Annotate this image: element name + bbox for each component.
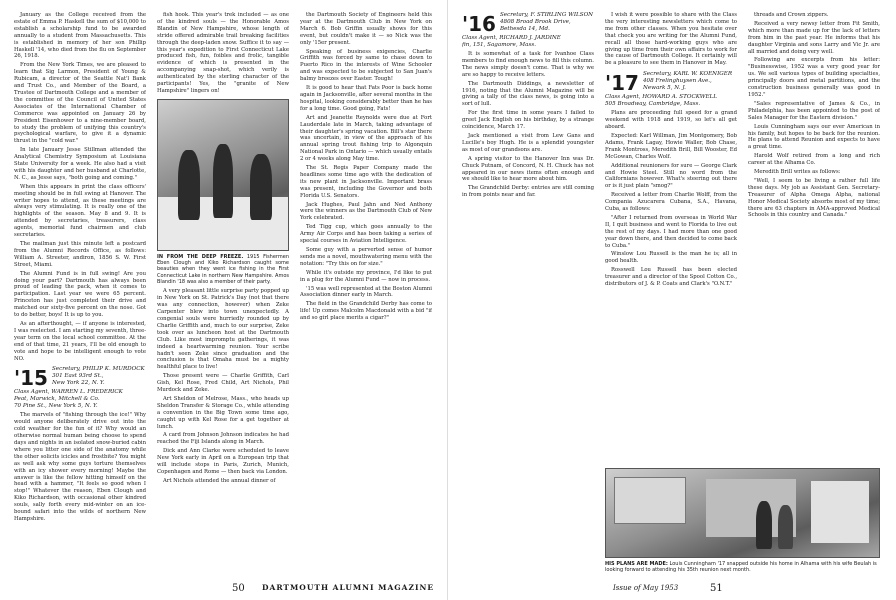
class-agent	[462, 35, 594, 49]
paragraph: A card from Johnson Johnson indicates he had reached the Fiji Islands along in March.	[157, 432, 289, 446]
ice-fishing-photo	[157, 99, 289, 251]
agent-line: Class Agent, WARREN L. FREDERICK	[14, 389, 123, 396]
paragraph: threads and Crown zippers.	[754, 12, 829, 18]
cunningham-photo-block	[605, 468, 880, 574]
paragraph: In late January Jesse Stillman attended the Analytical Chemistry Symposium at Louisiana State University for a week. He also had a visit with his daughter and her husband at Charlotte, N. C., as Jesse says, "both going and coming."	[14, 147, 146, 181]
agent-address: 70 Pine St., New York 5, N. Y.	[14, 403, 98, 410]
address-line: Bethesda 14, Md.	[499, 26, 550, 32]
paragraph: January as the College received from the estate of Emma P. Haskell the sum of $10,000 to establish a scholarship fund to be awarded annually to a student from Massachusetts. This is established in memory of her son Phillip Haskell '14, who died from the flu on September 26, 1918.	[14, 12, 146, 60]
paragraph: For the first time in some years I failed to greet Jack English on his birthday, by a strange coincidence, March 17.	[462, 110, 594, 131]
paragraph: While it's outside my province, I'd like to put in a plug for the Alumni Fund — now in process.	[300, 269, 432, 283]
paragraph: Art and Jeanette Reynolds were due at Fort Lauderdale late in March, taking advantage of their daughter's spring vacation. Bill's star there was uncertain, in view of the approach of his annual spring trout fishing trip to Algonquin National Park in Ontario — which usually entails 2 or 4 weeks along May time.	[300, 114, 432, 163]
paragraph: Dick and Ann Clarke were scheduled to leave New York early in April on a European trip that will include stops in Paris, Zurich, Munich, Copenhagen and Rome — then back via London.	[157, 448, 289, 476]
paragraph: "After I returned from overseas in World War II, I quit business and went to Florida to live out the rest of my days. I had more than one good year down there, and then decided to come back to Cuba."	[605, 214, 737, 249]
paragraph: A very pleasant little surprise party popped up in New York on St. Patrick's Day (not that there was any connection, however) when Zeke Carpenter blew into town unexpectedly. A congenial souls were hurriedly rounded up by Charlie Griffith and, much to our surprise, Zeke took over as luncheon host at the Dartmouth Club. Like most impromptu gatherings, it was indeed a heartwarming reunion. Your scribe hadn't seen Zeke since graduation and the conclusion is that Omaha must be a mighty healthful place to live!	[157, 288, 289, 371]
paragraph: Additional reunioners for sure — George Clark and Howie Steel. Still no word from the Californians however. What's steering out there or is it just plain "smog?"	[605, 162, 737, 190]
paragraph: Some guy with a perverted sense of humor sends me a novel, mouthwatering menu with the notation: "Try this on for size."	[300, 247, 432, 267]
agent-line: Class Agent, HOWARD A. STOCKWELL	[605, 94, 717, 101]
agent-address: fin, 151, Sagamore, Mass.	[462, 42, 536, 48]
page-number: 50	[232, 583, 245, 594]
photo-caption: HIS PLANS ARE MADE: Louis Cunningham '17 snapped outside his home in Alhama with his wife Beulah is looking forward to attending his 35th reunion next month.	[605, 561, 877, 574]
class-agent	[605, 94, 737, 108]
secretary-line: Secretary, KARL W. KOENIGER	[642, 71, 733, 78]
paragraph: It is somewhat of a task for Ivanhoe Class members to find enough news to fill this column. The news simply doesn't come. That is why we are so happy to receive letters.	[462, 51, 594, 78]
paragraph: The St. Regis Paper Company made the headlines some time ago with the dedication of its new plant in Jacksonville. Important brass was present, including the Governor and both Florida U.S. Senators.	[300, 165, 432, 199]
secretary-line: Secretary, F. STIRLING WILSON	[499, 12, 594, 18]
paragraph: Ted Tigg cup, which goes annually to the Army Air Corps and has been taking a series of special courses in Aviation Intelligence.	[300, 224, 432, 245]
paragraph: I wish it were possible to share with the Class the very interesting newsletters which come to me from other classes. When you hesitate over that check you are writing for the Alumni Fund, recall all those hard-working guys who are giving up time from their own affairs to work for the cause of Dartmouth College. It certainly will be a pleasure to see them in Hanover in May.	[605, 12, 737, 67]
paragraph: Received a very newsy letter from Fit Smith, which more than made up for the lack of letters from him in the past year. He informs that his daughter Virginia and sons Larry and Vic Jr. are all married and doing very well.	[748, 20, 880, 55]
class-year: '16	[462, 12, 496, 36]
paragraph: Rosswell Lou Russell has been elected treasurer and a director of the Spool Cotton Co., distributors of J. & P. Coats and Clark's "O.N.T."	[605, 267, 737, 288]
paragraph: It is good to hear that Fats Poor is back home again in Jacksonville, after several months in the hospital, looking considerably better than he has for a long time. Good going, Fats!	[300, 85, 432, 112]
paragraph: Harold Wolf retired from a long and rich career at the Alhama Co.	[748, 153, 880, 167]
paragraph: "Sales representative of James & Co., in Philadelphia, has been appointed to the post of Sales Manager for the Eastern division."	[748, 100, 880, 121]
right-page	[448, 0, 896, 600]
paragraph: As an afterthought, — if anyone is interested, I was reelected. I am starting my seventh, three-year term on the local school committee. At the end of that time, 21 years, I'll be old enough to vote and hope to be intelligent enough to vote NO.	[14, 320, 146, 362]
address-line: 408 Frelinghuysen Ave.,	[642, 78, 712, 85]
class-17-header	[605, 71, 737, 108]
paragraph: The Dartmouth Diddings, a newsletter of 1916, noting that the Alumni Magazine will be giving a tally of the class news, is going into a sort of lull.	[462, 80, 594, 108]
paragraph: Winslow Lou Russell is the man he is; all in good health.	[605, 251, 737, 265]
left-col-2	[157, 12, 289, 572]
paragraph: Jack Hughes, Paul Jahn and Ned Anthony were the winners as the Dartmouth Club of New York celebrated.	[300, 201, 432, 222]
paragraph: Art Sheldon of Melrose, Mass., who heads up Sheldon Transfer & Storage Co., while attending a convention in the Big Town some time ago, caught up with Kel Rose for a get together at lunch.	[157, 395, 289, 430]
left-col-1	[14, 12, 146, 572]
address-line: Newark 5, N. J.	[642, 85, 686, 92]
paragraph: Received a letter from Charlie Wolff, from the Compania Azucarera Cubana, S.A., Havana, Cuba, as follows:	[605, 192, 737, 213]
class-agent	[14, 389, 146, 410]
paragraph: '15 was well represented at the Boston Alumni Association dinner early in March.	[300, 285, 432, 299]
paragraph: Jack mentioned a visit from Lew Gans and Lucille's boy Hugh. He is a splendid youngster as most of our grandsons are.	[462, 132, 594, 153]
left-col-3	[300, 12, 432, 572]
photo-caption: IN FROM THE DEEP FREEZE. 1915 Fishermen Eben Clough and Kiko Richardson caught some beauties when they went ice fishing in the First Connecticut Lake in northern New Hampshire. Amos Blandin '18 was also a member of their party.	[157, 253, 289, 286]
paragraph: The marvels of "fishing through the ice!" Why would anyone deliberately drive out into the cold weather for the fun of it? Why would an otherwise normal human being choose to spend days and nights in an isolated snow-buried cabin where you litter one side of the anatomy while the other solicits icicles and frostbite? You might as well ask why some guys torture themselves with an icy shower every morning! Maybe the answer is like the fellow hitting himself on the head with a hammer, "It feels so good when I stop!" Whatever the reason, Eben Clough and Kiko Richardson, with occasional other kindred souls, sally forth every mid-winter on an ice-bound safari into the wilds of northern New Hampshire.	[14, 412, 146, 522]
cunningham-photo	[605, 468, 880, 558]
paragraph: Art Nichols attended the annual dinner of	[163, 477, 276, 484]
magazine-title: DARTMOUTH ALUMNI MAGAZINE	[262, 583, 435, 592]
class-15-header	[14, 366, 146, 410]
address-line: New York 22, N. Y.	[51, 380, 105, 387]
page-number: 51	[710, 583, 723, 594]
right-col-1	[462, 12, 594, 572]
agent-address: 505 Broadway, Cambridge, Mass.	[605, 101, 701, 108]
paragraph: "Well, I seem to be living a rather full life these days. My job as Assistant Gen. Secretary-Treasurer of Alpha Omega Alpha, national Honor Medical Society absorbs most of my time; there are 63 chapters in AMA-approved Medical Schools in this country and Canada."	[748, 177, 880, 219]
issue-date: Issue of May 1953	[613, 584, 679, 592]
paragraph: Those present were — Charlie Griffith, Carl Gish, Kel Rose, Fred Child, Art Nichols, Phil Murdock and Zeke.	[157, 373, 289, 394]
address-line: 4808 Broad Brook Drive,	[499, 19, 571, 25]
agent-address: Peat, Marwick, Mitchell & Co.	[14, 396, 100, 403]
address-line: 301 East 93rd St.,	[51, 373, 104, 380]
paragraph: Louis Cunningham says our ever American in his family, but hopes to be back for the reunion. He plans to attend Reunion and expects to have a great time.	[748, 123, 880, 151]
paragraph: the Dartmouth Society of Engineers held this year at the Dartmouth Club in New York on March 6. Bob Griffin usually shows for this event, but couldn't make it — so Nick was the only '15er present.	[300, 12, 432, 46]
agent-line: Class Agent, RICHARD J. JARDINE	[462, 35, 561, 41]
paragraph: Plans are proceeding full speed for a grand weekend with 1918 and 1919, so let's all get aboard.	[605, 110, 737, 131]
paragraph: Meredith Brill writes as follows:	[754, 169, 841, 176]
paragraph: Speaking of business exigencies, Charlie Griffith was forced by same to chase down to Puerto Rico in the interests of Wine Schooler and was expected to be subjected to San Juan's balmy breezes over Easter. Tough!	[300, 48, 432, 83]
secretary-line: Secretary, PHILIP K. MURDOCK	[51, 366, 145, 373]
paragraph: Following are excerpts from his letter: "Businesswise, 1952 was a very good year for us. We sell various types of building specialties, principally doors and metal partitions, and the construction business generally was good in 1952."	[748, 57, 880, 98]
paragraph: Expected: Karl Willman, Jim Montgomery, Bob Adams, Frank Lagay, Howie Waller, Bob Chase, Frank Montross, Meredith Brill, Bill Wooster, Ed McGowan, Charles Wolf.	[605, 132, 737, 160]
paragraph: The Grandchild Derby: entries are still coming in from points near and far.	[462, 185, 594, 199]
class-year: '17	[605, 71, 639, 96]
paragraph: From the New York Times, we are pleased to learn that Sig Larmon, President of Young & Rubicam, a director of the Seattle Nat'l Bank and Trust Co., and Member of the Board, a Trustee of Dartmouth College and a member of the committee of the Council of United States Associates of the International Chamber of Commerce was appointed on January 26 by President Eisenhower to a nine-member board, to study the problem of unifying this country's psychological warfare, to give it a dynamic thrust in the "cold war."	[14, 62, 146, 145]
class-year: '15	[14, 366, 48, 391]
paragraph: The mailman just this minute left a postcard from the Alumni Records Office, as follows: William A. Streeter, andiron, 1856 S. W. First Street, Miami.	[14, 241, 146, 268]
paragraph: fish hook. This year's trek included — as one of the kindred souls — the Honorable Amos Blandin of New Hampshire, whose length of stride offered admirable trail breaking facilities through the deep-laden snow. Suffice it to say — this year's expedition to First Connecticut Lake produced fish, fun, foibles and frolic, tangible evidence of which is presented in the accompanying snap-shot, which verily is authenticated by the sterling character of the participants! Yes, the "granite of New Hampshire" lingers on!	[157, 12, 289, 94]
paragraph: A spring visitor to the Hanover Inn was Dr. Chuck Putnam, of Concord, N. H. Chuck has not appeared in our news items often enough and we should like to hear more about him.	[462, 155, 594, 183]
class-16-header	[462, 12, 594, 49]
paragraph: The Alumni Fund is in full swing! Are you doing your part? Dartmouth has always been proud of leading the pack, when it comes to participation. Last year we were 65 percent. Princeton has just completed their drive and matched our sixty-five percent on the nose. Got to do better, boys! It is up to you.	[14, 270, 146, 319]
paragraph: The field in the Grandchild Derby has come to life! Up comes Malcolm Macdonald with a bid "if and so girl place merits a cigar?"	[300, 301, 432, 322]
paragraph: When this appears in print the class officers' meeting should be in full swing at Hanover. The writer hopes to attend, as these meetings are always very stimulating. It is really one of the highlights of the season. May 8 and 9. It is attended by secretaries, treasurers, class agents, memorial fund chairmen and club secretaries.	[14, 183, 146, 239]
